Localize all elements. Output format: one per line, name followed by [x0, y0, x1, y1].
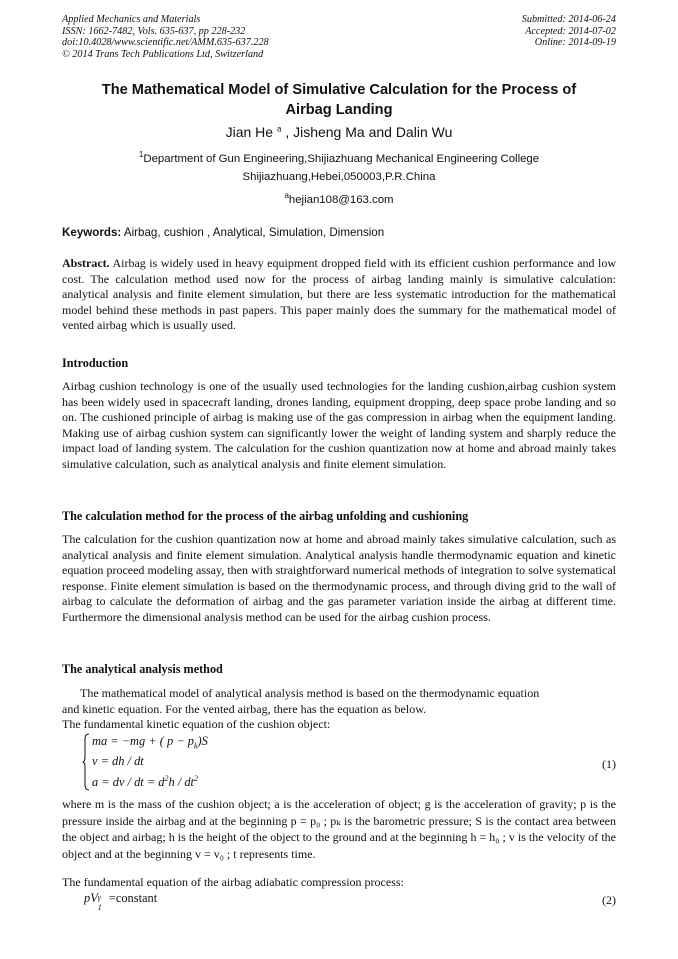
dates-header: [522, 14, 616, 49]
title-line-1: The Mathematical Model of Simulative Calculation for the Process of: [101, 82, 577, 98]
paper-title: [62, 80, 616, 120]
journal-copyright: © 2014 Trans Tech Publications Ltd, Switzerland: [62, 48, 264, 60]
calc-heading: The calculation method for the process of the airbag unfolding and cushioning: [62, 509, 469, 523]
where-text: where m is the mass of the cushion object; a is the acceleration of object; g is the acceleration of gravity; p is the pressure inside the airbag and at the beginning p = p₀ ; pₖ is the barometric pressure; S is the contact area between the object and airbag; h is the height of the object to the ground and at the beginning h = h₀ ; v is the velocity of the object and at the beginning v = v₀ ; t represents time.: [62, 797, 616, 861]
keywords: [62, 226, 384, 239]
equation-1-number: (1): [602, 757, 616, 771]
eq2-a: pV: [84, 891, 98, 905]
author-rest: , Jisheng Ma and Dalin Wu: [285, 124, 453, 140]
journal-issn: ISSN: 1662-7482, Vols. 635-637, pp 228-232: [62, 25, 246, 37]
abstract-text: Airbag is widely used in heavy equipment dropped field with its efficient cushion performance and low cost. The calculation method used now for the process of airbag landing mainly is simulative calculation: analytical analysis and finite element simulation, but there are less systematic introduction for the mathematical model behind these methods in past papers. This paper mainly does the summary for the mathematical model of vented airbag which is usually used.: [62, 256, 616, 333]
submitted-date: Submitted: 2014-06-24: [521, 14, 616, 25]
eq1-line3-b: h / dt: [168, 775, 194, 790]
online-date: Online: 2014-09-19: [534, 37, 616, 49]
eq1-line1-end: )S: [197, 734, 208, 748]
keywords-label: Keywords:: [62, 226, 122, 239]
journal-name: Applied Mechanics and Materials: [62, 14, 201, 25]
adiabatic-label: The fundamental equation of the airbag adiabatic compression process:: [62, 875, 404, 889]
intro-heading: Introduction: [62, 356, 129, 370]
eq2-b: =constant: [105, 891, 158, 905]
affiliation-sup: 1: [138, 150, 144, 159]
abstract: [62, 256, 616, 334]
analytical-intro-1: The mathematical model of analytical analysis method is based on the thermodynamic equation: [80, 686, 540, 700]
affiliation-dept: Department of Gun Engineering,Shijiazhuang Mechanical Engineering College: [143, 152, 540, 165]
eq1-line3-sup2: 2: [193, 774, 198, 783]
kinetic-label: The fundamental kinetic equation of the cushion object:: [62, 717, 331, 731]
eq2-sub: 1: [97, 903, 102, 912]
journal-header: [62, 14, 269, 60]
abstract-label: Abstract.: [62, 256, 110, 270]
eq1-line1-sub: k: [193, 741, 198, 751]
email-sup: a: [284, 191, 289, 200]
author-1-sup: a: [276, 124, 282, 134]
eq1-line3-a: a = dv / dt = d: [92, 775, 165, 790]
email-text: hejian108@163.com: [288, 193, 394, 206]
eq2-sup: γ: [97, 893, 101, 902]
equation-1-line-2: v = dh / dt: [92, 754, 144, 768]
authors: [62, 124, 616, 140]
journal-doi: doi:10.4028/www.scientific.net/AMM.635-637.228: [62, 37, 269, 49]
title-line-2: Airbag Landing: [285, 102, 393, 118]
keywords-text: Airbag, cushion , Analytical, Simulation, Dimension: [121, 226, 385, 239]
affiliation-line-2: Shijiazhuang,Hebei,050003,P.R.China: [242, 171, 436, 183]
accepted-date: Accepted: 2014-07-02: [525, 25, 616, 37]
equation-1-line-3: [92, 774, 198, 790]
intro-text: Airbag cushion technology is one of the usually used technologies for the landing cushion,airbag cushion system has been widely used in spacecraft landing, drones landing, equipment dropping, deep space probe landing and so on. The cushioned principle of airbag is making use of the gas compression in airbag when the equipment landing. Making use of airbag cushion system can significantly lower the weight of landing system and sharply reduce the impact load of landing system. The calculation for the cushion quantization now at home and abroad mainly takes simulative calculation, such as analytical analysis and finite element simulation.: [62, 379, 616, 471]
calc-text: The calculation for the cushion quantization now at home and abroad mainly takes simulative calculation, such as analytical analysis and finite element simulation. Analytical analysis handle thermodynamic equation and kinetic equation proceed modeling assay, then with straightforward numerical methods of integration to solve systematical response. Finite element simulation is based on the thermodynamic process, and through diving grid to the wall of airbag to calculate the deformation of airbag and the gas parameter variation inside the airbag at different time. Furthermore the dimensional analysis method can be used for the airbag cushion process.: [62, 532, 616, 624]
analytical-intro-2: and kinetic equation. For the vented airbag, there has the equation as below.: [62, 702, 427, 716]
analytical-heading: The analytical analysis method: [62, 662, 223, 676]
eq1-line3-sup1: 2: [164, 774, 169, 783]
equation-1-line-1: [92, 734, 208, 750]
equation-2: [84, 891, 158, 912]
affiliation-email: [62, 191, 616, 206]
eq1-line1-text: ma = −mg + ( p − p: [92, 734, 194, 748]
affiliation-line-1: [62, 150, 616, 165]
author-1: Jian He: [225, 124, 274, 140]
equation-brace: [82, 733, 90, 791]
equation-2-number: (2): [602, 893, 616, 907]
